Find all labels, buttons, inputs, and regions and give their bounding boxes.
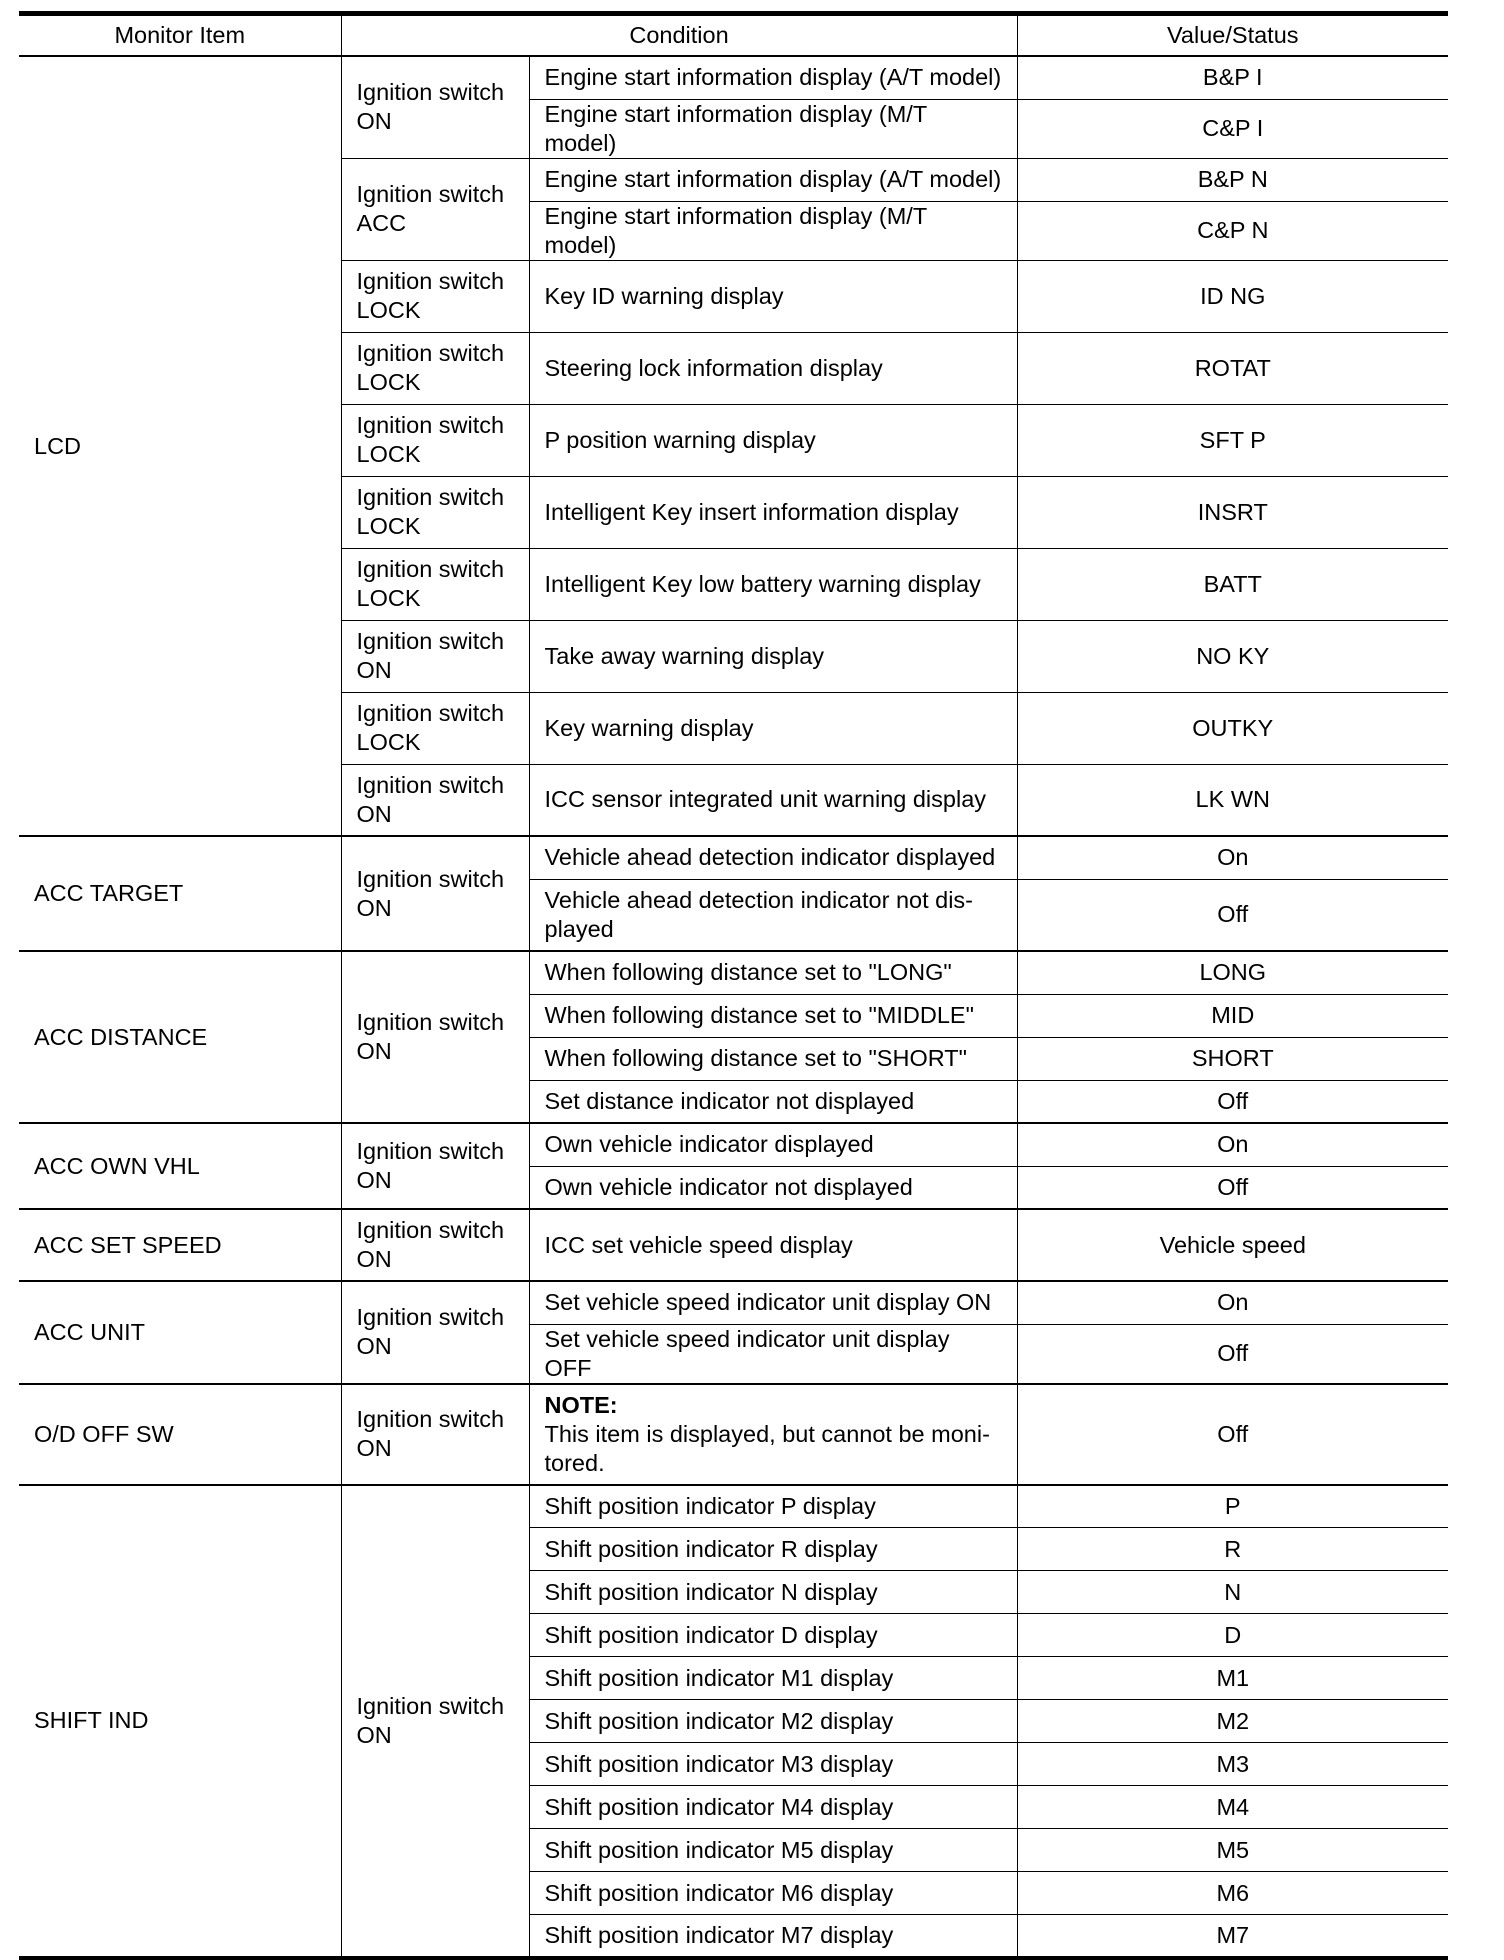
ignition-condition-cell: Ignition switch ACC <box>341 158 529 260</box>
value-cell: On <box>1017 1281 1448 1324</box>
value-cell: Vehicle speed <box>1017 1209 1448 1281</box>
condition-cell: Steering lock information display <box>529 332 1017 404</box>
value-cell: D <box>1017 1614 1448 1657</box>
group-shift-ind <box>19 1485 1448 1958</box>
ignition-condition-cell: Ignition switch ON <box>341 1485 529 1958</box>
monitor-item-cell: O/D OFF SW <box>19 1384 341 1485</box>
table-row <box>19 56 1448 99</box>
monitor-item-cell: SHIFT IND <box>19 1485 341 1958</box>
value-cell: BATT <box>1017 548 1448 620</box>
ignition-condition-cell: Ignition switch LOCK <box>341 404 529 476</box>
condition-cell: Own vehicle indicator not displayed <box>529 1166 1017 1209</box>
monitor-item-cell: ACC TARGET <box>19 836 341 951</box>
value-cell: C&P N <box>1017 201 1448 260</box>
value-cell: ID NG <box>1017 260 1448 332</box>
value-cell: OUTKY <box>1017 692 1448 764</box>
condition-cell: When following distance set to "LONG" <box>529 951 1017 994</box>
table-row <box>19 951 1448 994</box>
group-acc-set-speed <box>19 1209 1448 1281</box>
header-monitor-item: Monitor Item <box>19 14 341 57</box>
monitor-item-cell: LCD <box>19 56 341 836</box>
condition-cell: Engine start information display (M/T model) <box>529 99 1017 158</box>
value-cell: Off <box>1017 1166 1448 1209</box>
value-cell: M7 <box>1017 1915 1448 1958</box>
condition-cell: Shift position indicator M2 display <box>529 1700 1017 1743</box>
condition-cell: Engine start information display (M/T model) <box>529 201 1017 260</box>
condition-cell: Intelligent Key insert information display <box>529 476 1017 548</box>
condition-cell: Shift position indicator P display <box>529 1485 1017 1528</box>
condition-cell: When following distance set to "SHORT" <box>529 1037 1017 1080</box>
value-cell: INSRT <box>1017 476 1448 548</box>
value-cell: LK WN <box>1017 764 1448 836</box>
ignition-condition-cell: Ignition switch ON <box>341 620 529 692</box>
table-row <box>19 836 1448 879</box>
value-cell: M1 <box>1017 1657 1448 1700</box>
ignition-condition-cell: Ignition switch ON <box>341 764 529 836</box>
condition-cell: Engine start information display (A/T model) <box>529 56 1017 99</box>
group-lcd <box>19 56 1448 836</box>
condition-cell: Vehicle ahead detection indicator displayed <box>529 836 1017 879</box>
ignition-condition-cell: Ignition switch LOCK <box>341 332 529 404</box>
condition-cell: Intelligent Key low battery warning display <box>529 548 1017 620</box>
value-cell: C&P I <box>1017 99 1448 158</box>
condition-cell: Set vehicle speed indicator unit display OFF <box>529 1324 1017 1384</box>
note-label: NOTE: <box>544 1391 618 1418</box>
condition-cell <box>529 1384 1017 1485</box>
value-cell: NO KY <box>1017 620 1448 692</box>
ignition-condition-cell: Ignition switch LOCK <box>341 692 529 764</box>
header-value-status: Value/Status <box>1017 14 1448 57</box>
ignition-condition-cell: Ignition switch ON <box>341 1209 529 1281</box>
value-cell: M2 <box>1017 1700 1448 1743</box>
condition-cell: ICC set vehicle speed display <box>529 1209 1017 1281</box>
value-cell: Off <box>1017 1324 1448 1384</box>
value-cell: MID <box>1017 994 1448 1037</box>
value-cell: N <box>1017 1571 1448 1614</box>
table-header <box>19 14 1448 57</box>
condition-cell: Shift position indicator M3 display <box>529 1743 1017 1786</box>
monitor-item-table <box>19 11 1448 1960</box>
condition-cell: Set distance indicator not displayed <box>529 1080 1017 1123</box>
value-cell: ROTAT <box>1017 332 1448 404</box>
value-cell: On <box>1017 1123 1448 1166</box>
condition-cell: Shift position indicator M5 display <box>529 1829 1017 1872</box>
table-row <box>19 1281 1448 1324</box>
ignition-condition-cell: Ignition switch LOCK <box>341 260 529 332</box>
group-acc-unit <box>19 1281 1448 1384</box>
condition-cell: Shift position indicator D display <box>529 1614 1017 1657</box>
value-cell: M3 <box>1017 1743 1448 1786</box>
condition-cell: Engine start information display (A/T model) <box>529 158 1017 201</box>
condition-cell: Set vehicle speed indicator unit display ON <box>529 1281 1017 1324</box>
ignition-condition-cell: Ignition switch ON <box>341 1281 529 1384</box>
condition-cell: Key warning display <box>529 692 1017 764</box>
value-cell: On <box>1017 836 1448 879</box>
condition-cell: P position warning display <box>529 404 1017 476</box>
value-cell: SHORT <box>1017 1037 1448 1080</box>
ignition-condition-cell: Ignition switch LOCK <box>341 548 529 620</box>
value-cell: B&P I <box>1017 56 1448 99</box>
table-row <box>19 1384 1448 1485</box>
value-cell: M5 <box>1017 1829 1448 1872</box>
ignition-condition-cell: Ignition switch ON <box>341 56 529 158</box>
condition-cell: Shift position indicator M7 display <box>529 1915 1017 1958</box>
condition-cell: Take away warning display <box>529 620 1017 692</box>
condition-cell: Shift position indicator M6 display <box>529 1872 1017 1915</box>
ignition-condition-cell: Ignition switch ON <box>341 836 529 951</box>
value-cell: M6 <box>1017 1872 1448 1915</box>
monitor-item-cell: ACC DISTANCE <box>19 951 341 1123</box>
condition-cell: ICC sensor integrated unit warning display <box>529 764 1017 836</box>
table-row <box>19 1209 1448 1281</box>
condition-cell: Key ID warning display <box>529 260 1017 332</box>
group-od-off-sw <box>19 1384 1448 1485</box>
value-cell: Off <box>1017 1384 1448 1485</box>
group-acc-distance <box>19 951 1448 1123</box>
condition-cell: Shift position indicator N display <box>529 1571 1017 1614</box>
monitor-item-cell: ACC SET SPEED <box>19 1209 341 1281</box>
condition-cell: Shift position indicator M1 display <box>529 1657 1017 1700</box>
condition-cell: When following distance set to "MIDDLE" <box>529 994 1017 1037</box>
monitor-item-cell: ACC OWN VHL <box>19 1123 341 1209</box>
table-row <box>19 1485 1448 1528</box>
value-cell: B&P N <box>1017 158 1448 201</box>
condition-cell: Shift position indicator M4 display <box>529 1786 1017 1829</box>
value-cell: M4 <box>1017 1786 1448 1829</box>
group-acc-target <box>19 836 1448 951</box>
group-acc-own-vhl <box>19 1123 1448 1209</box>
value-cell: SFT P <box>1017 404 1448 476</box>
value-cell: LONG <box>1017 951 1448 994</box>
header-condition: Condition <box>341 14 1017 57</box>
value-cell: Off <box>1017 879 1448 951</box>
note-text: This item is displayed, but cannot be moni-tored. <box>544 1420 990 1476</box>
ignition-condition-cell: Ignition switch ON <box>341 1384 529 1485</box>
value-cell: Off <box>1017 1080 1448 1123</box>
condition-cell: Vehicle ahead detection indicator not dis-played <box>529 879 1017 951</box>
table-row <box>19 1123 1448 1166</box>
value-cell: P <box>1017 1485 1448 1528</box>
condition-cell: Own vehicle indicator displayed <box>529 1123 1017 1166</box>
ignition-condition-cell: Ignition switch ON <box>341 1123 529 1209</box>
condition-cell: Shift position indicator R display <box>529 1528 1017 1571</box>
monitor-item-cell: ACC UNIT <box>19 1281 341 1384</box>
ignition-condition-cell: Ignition switch LOCK <box>341 476 529 548</box>
value-cell: R <box>1017 1528 1448 1571</box>
header-row <box>19 14 1448 57</box>
ignition-condition-cell: Ignition switch ON <box>341 951 529 1123</box>
